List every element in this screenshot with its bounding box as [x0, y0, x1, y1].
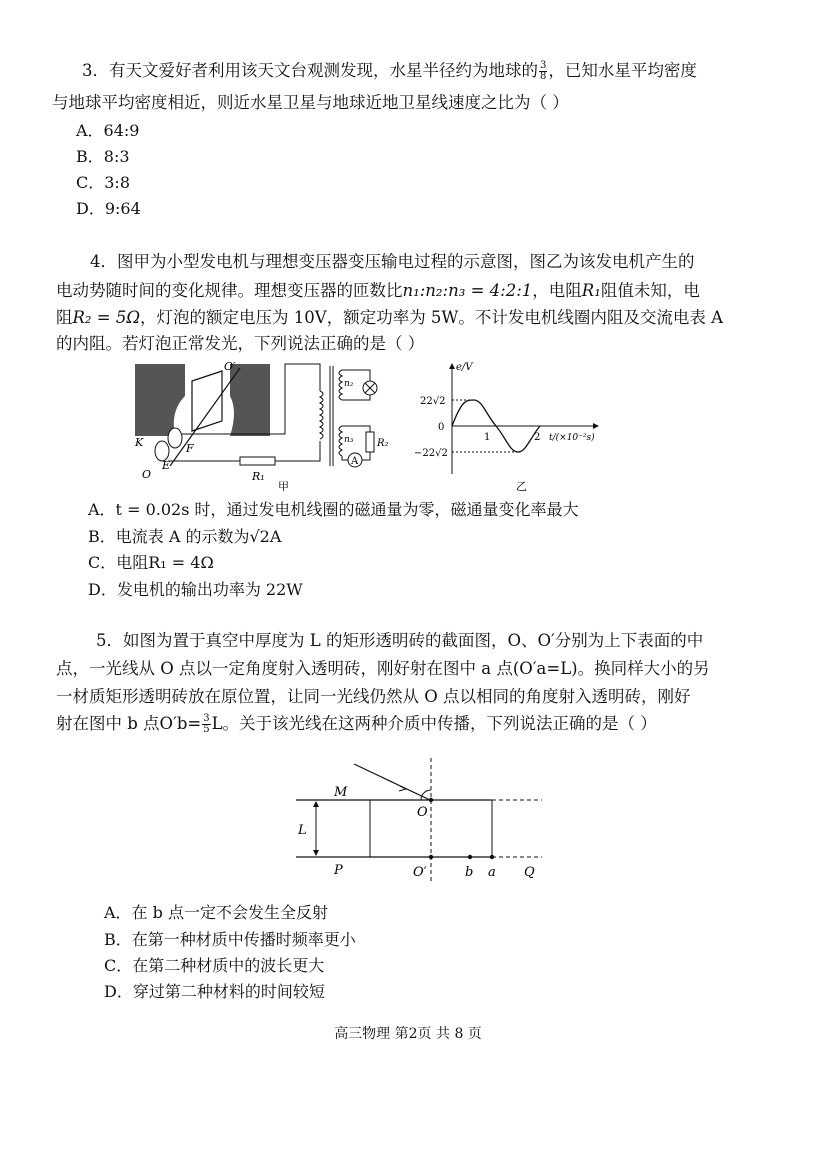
q5-option-a: A．在 b 点一定不会发生全反射 [104, 903, 328, 922]
q5-option-d: D．穿过第二种材料的时间较短 [104, 982, 325, 1001]
q5-fraction: $\frac{3}{5}$ [203, 713, 210, 735]
caption-yi: 乙 [516, 480, 527, 493]
label-o: O [142, 468, 152, 481]
point-b [468, 855, 472, 859]
q5-option-b: B．在第一种材质中传播时频率更小 [104, 930, 356, 949]
q3-option-a: A．64:9 [76, 121, 140, 140]
label-m: M [334, 785, 348, 800]
q3-text: 3．有天文爱好者利用该天文台观测发现，水星半径约为地球的 [82, 61, 538, 80]
x-tick-2: 2 [534, 432, 541, 443]
x-tick-1: 1 [484, 432, 491, 443]
point-o-prime [429, 855, 433, 859]
secondary-coil-n3 [339, 426, 342, 456]
q4-line4: 的内阻。若灯泡正常发光，下列说法正确的是（ ） [56, 334, 425, 353]
figure-q5-glass-block [280, 756, 570, 888]
coil [192, 371, 222, 431]
y-tick-bottom: −22√2 [414, 448, 448, 459]
figure-jia-generator-transformer [130, 356, 400, 496]
y-axis-label: e/V [456, 362, 473, 373]
label-b: b [465, 865, 474, 880]
label-k: K [135, 436, 144, 449]
q5-line2: 点，一光线从 O 点以一定角度射入透明砖，刚好射在图中 a 点(O′a=L)。换同样大小的另 [56, 659, 710, 678]
primary-coil [320, 391, 323, 439]
q4-option-c: C．电阻R₁ = 4Ω [88, 553, 214, 572]
q4-line3: 阻R₂ = 5Ω，灯泡的额定电压为 10V，额定功率为 5W。不计发电机线圈内阻及交流电表 A [56, 308, 724, 327]
q4-line1: 4．图甲为小型发电机与理想变压器变压输电过程的示意图，图乙为该发电机产生的 [90, 252, 695, 271]
point-o [429, 798, 433, 802]
label-o-prime: O′ [224, 360, 236, 373]
page-footer: 高三物理 第2页 共 8 页 [334, 1026, 482, 1042]
q4-option-b: B．电流表 A 的示数为√2A [88, 527, 282, 546]
label-r2: R₂ [377, 438, 389, 449]
label-l: L [298, 823, 307, 838]
label-a: a [488, 865, 496, 880]
label-n2: n₂ [344, 379, 354, 389]
q3-option-c: C．3:8 [76, 173, 130, 192]
magnet-s [230, 364, 270, 436]
q5-line1: 5．如图为置于真空中厚度为 L 的矩形透明砖的截面图，O、O′分别为上下表面的中 [96, 631, 704, 650]
resistor-r1 [240, 457, 275, 465]
label-n3: n₃ [344, 435, 354, 445]
q3-option-d: D．9:64 [76, 199, 141, 218]
q3-line1: 3．有天文爱好者利用该天文台观测发现，水星半径约为地球的 $\frac{3}{8}$ ，已知水星平均密度 [82, 60, 697, 82]
x-axis-label: t/(×10⁻²s) [549, 433, 595, 443]
q5-option-c: C．在第二种材质中的波长更大 [104, 956, 325, 975]
caption-jia: 甲 [278, 480, 289, 493]
q5-line4: 射在图中 b 点O′b= $\frac{3}{5}$ L。关于该光线在这两种介质中传播，下列说法正确的是（ ） [56, 713, 657, 735]
secondary-coil-n2 [339, 370, 342, 400]
q3-option-b: B．8:3 [76, 147, 130, 166]
q4-option-d: D．发电机的输出功率为 22W [88, 580, 303, 599]
turns-ratio: n₁:n₂:n₃ = 4:2:1 [402, 281, 533, 300]
q3-fraction: $\frac{3}{8}$ [540, 60, 547, 82]
q4-option-a: A．t = 0.02s 时，通过发电机线圈的磁通量为零，磁通量变化率最大 [88, 500, 579, 519]
slip-ring-1 [168, 428, 182, 448]
resistor-r2 [366, 432, 374, 452]
point-a [490, 855, 494, 859]
label-o-prime: O′ [413, 865, 427, 880]
figure-yi-emf-graph [408, 356, 608, 496]
q4-line2: 电动势随时间的变化规律。理想变压器的匝数比n₁:n₂:n₃ = 4:2:1，电阻R₁阻值未知，电 [56, 281, 700, 300]
label-p: P [334, 863, 343, 878]
y-tick-top: 22√2 [420, 396, 446, 407]
q5-line3: 一材质矩形透明砖放在原位置，让同一光线仍然从 O 点以相同的角度射入透明砖，刚好 [56, 687, 691, 706]
incident-ray [354, 764, 430, 800]
label-q: Q [524, 865, 535, 880]
label-ammeter: A [351, 456, 359, 467]
slip-ring-2 [155, 441, 169, 461]
q3-line2: 与地球平均密度相近，则近水星卫星与地球近地卫星线速度之比为（ ） [52, 93, 569, 112]
label-f: F [186, 442, 194, 455]
label-e: E [162, 459, 171, 472]
magnet-n [135, 364, 185, 436]
label-r1: R₁ [252, 470, 265, 483]
label-o: O [417, 805, 428, 820]
y-tick-zero: 0 [438, 422, 445, 433]
